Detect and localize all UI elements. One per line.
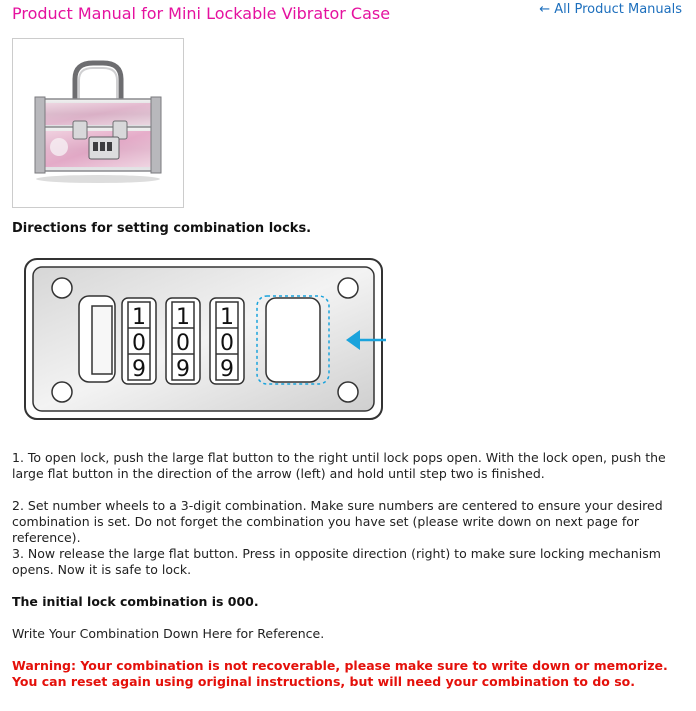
lockable-case-photo — [13, 39, 183, 207]
number-wheel — [122, 298, 156, 384]
wheel-top-digit: 1 — [176, 305, 190, 330]
step-three-text: 3. Now release the large flat button. Press in opposite direction (right) to make sure locking mechanism opens. Now it is safe to lock. — [12, 546, 661, 577]
wheel-bottom-digit: 9 — [132, 357, 146, 382]
wheel-middle-digit: 0 — [220, 331, 234, 356]
corner-screw-icon — [338, 278, 358, 298]
corner-screw-icon — [52, 382, 72, 402]
page-title: Product Manual for Mini Lockable Vibrator Case — [12, 4, 391, 23]
wheel-bottom-digit: 9 — [176, 357, 190, 382]
release-slot — [79, 296, 115, 382]
number-wheel — [210, 298, 244, 384]
wheel-top-digit: 1 — [220, 305, 234, 330]
wheel-middle-digit: 0 — [176, 331, 190, 356]
warning-text: Warning: Your combination is not recoverable, please make sure to write down or memorize. You can reset again using original instructions, but will need your combination to do so. — [12, 658, 668, 689]
all-product-manuals-link[interactable]: ← All Product Manuals — [539, 2, 682, 17]
combination-lock-diagram — [24, 258, 386, 422]
section-heading: Directions for setting combination locks. — [12, 221, 312, 236]
corner-screw-icon — [338, 382, 358, 402]
number-wheel — [166, 298, 200, 384]
wheel-bottom-digit: 9 — [220, 357, 234, 382]
step-two-text: 2. Set number wheels to a 3-digit combination. Make sure numbers are centered to ensure your desired combination is set. Do not forget the combination you have set (please write down on next page for reference). — [12, 498, 663, 545]
wheel-top-digit: 1 — [132, 305, 146, 330]
product-image — [12, 38, 184, 208]
corner-screw-icon — [52, 278, 72, 298]
initial-combination-text: The initial lock combination is 000. — [12, 594, 259, 609]
step-one-text: 1. To open lock, push the large flat button to the right until lock pops open. With the lock open, push the large flat button in the direction of the arrow (left) and hold until step two is finished. — [12, 450, 666, 481]
wheel-middle-digit: 0 — [132, 331, 146, 356]
write-down-note: Write Your Combination Down Here for Reference. — [12, 626, 325, 641]
flat-button — [257, 296, 329, 384]
